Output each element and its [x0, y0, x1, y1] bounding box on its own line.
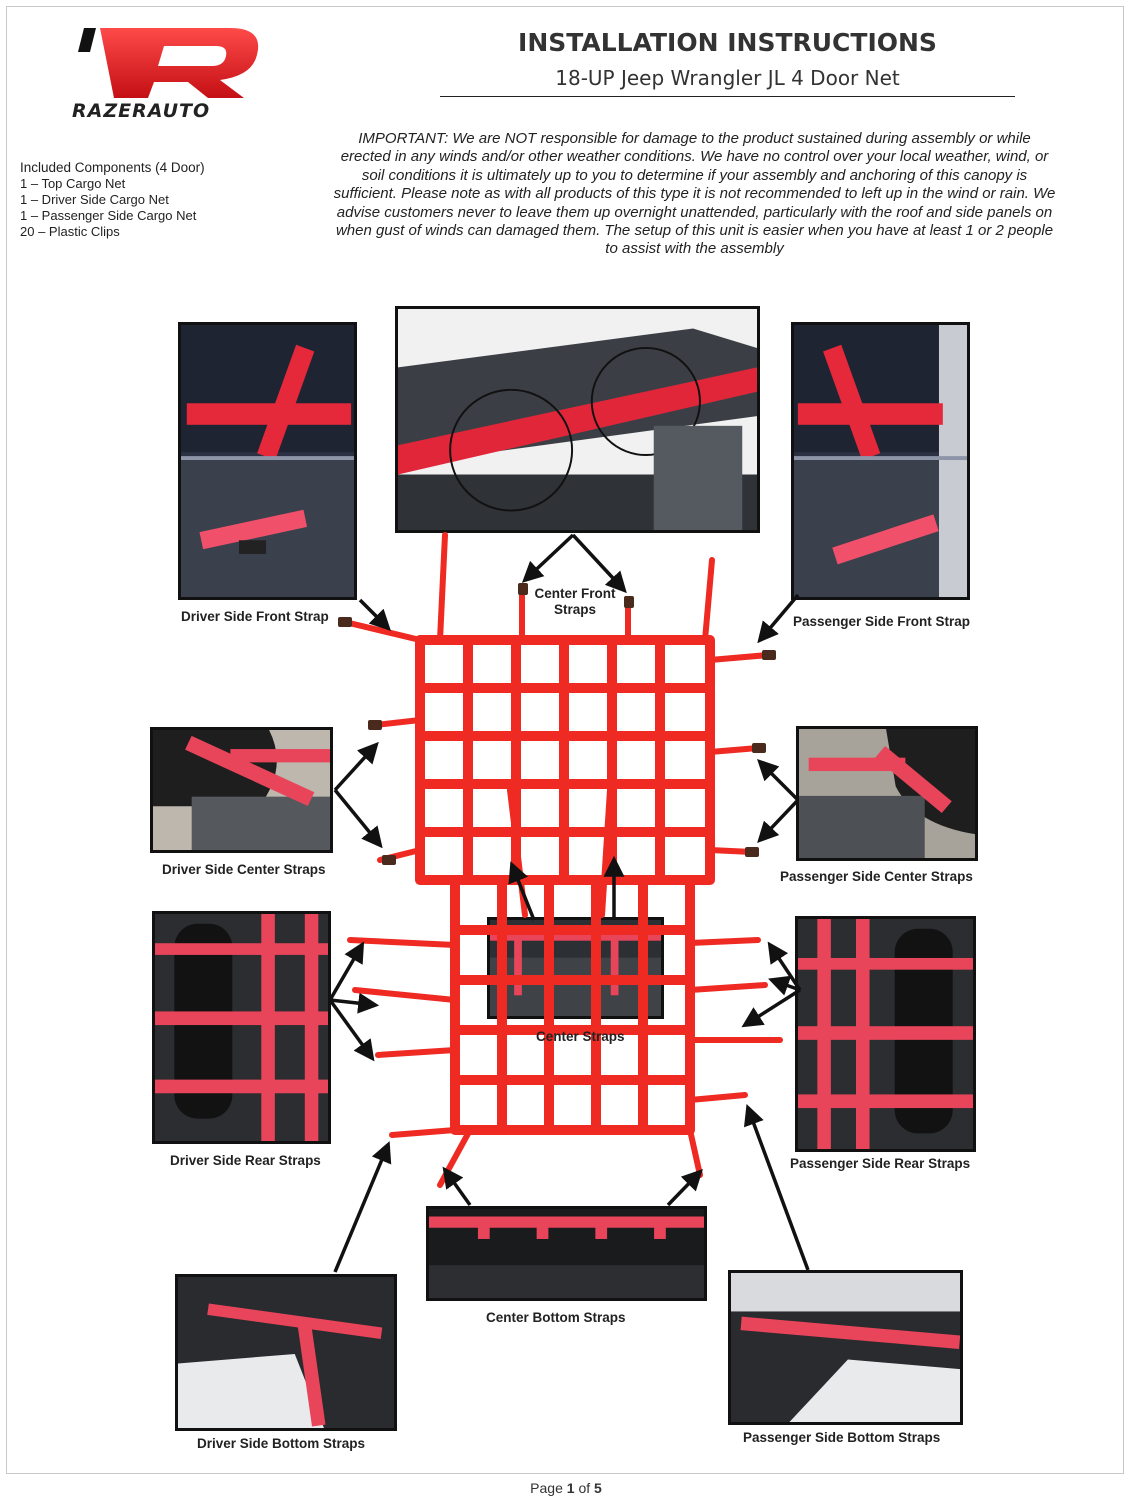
caption-text: Center Front Straps — [534, 586, 616, 617]
driver-rear-straps-photo — [152, 911, 331, 1144]
footer-prefix: Page — [530, 1480, 567, 1496]
caption-passenger-rear-straps: Passenger Side Rear Straps — [790, 1156, 971, 1171]
center-bottom-straps-photo — [426, 1206, 707, 1301]
important-notice: IMPORTANT: We are NOT responsible for damage to the product sustained during assembly or while erected in any winds and/or other weather conditions. We have no control over your local weather, wind, or soil conditions it is ultimately up to you to determine if your assembly and anchoring of this canopy is sufficient. Please note as with all products of this type it is not recommended to left up in the wind or rain. We advise customers never to leave them up overnight unattended, particularly with the roof and side panels on when gust of winds can damaged them. The setup of this unit is easier when you have at least 1 or 2 people to assist with the assembly — [333, 130, 1056, 258]
component-item: 1 – Top Cargo Net — [20, 176, 126, 191]
component-item: 20 – Plastic Clips — [20, 224, 120, 239]
component-item: 1 – Passenger Side Cargo Net — [20, 208, 197, 223]
caption-passenger-bottom-straps: Passenger Side Bottom Straps — [743, 1430, 941, 1445]
center-straps-photo — [487, 917, 664, 1019]
caption-driver-front-strap: Driver Side Front Strap — [181, 609, 329, 624]
page-footer — [0, 1480, 1132, 1496]
driver-center-straps-photo — [150, 727, 333, 853]
passenger-front-strap-photo — [791, 322, 970, 600]
caption-driver-center-straps: Driver Side Center Straps — [162, 862, 326, 877]
passenger-bottom-straps-photo — [728, 1270, 963, 1425]
driver-bottom-straps-photo — [175, 1274, 397, 1431]
page-total: 5 — [594, 1480, 602, 1496]
components-heading: Included Components (4 Door) — [20, 160, 205, 175]
caption-driver-rear-straps: Driver Side Rear Straps — [170, 1153, 321, 1168]
page-title: INSTALLATION INSTRUCTIONS — [518, 28, 937, 57]
passenger-center-straps-photo — [796, 726, 978, 861]
title-divider — [440, 96, 1015, 97]
driver-front-strap-photo — [178, 322, 357, 600]
brand-name: RAZERAUTO — [72, 100, 211, 122]
center-front-straps-photo — [395, 306, 760, 533]
caption-center-front-straps — [528, 586, 622, 618]
page-number: 1 — [566, 1480, 575, 1496]
page-subtitle: 18-UP Jeep Wrangler JL 4 Door Net — [555, 66, 900, 90]
caption-center-bottom-straps: Center Bottom Straps — [486, 1310, 626, 1325]
caption-passenger-center-straps: Passenger Side Center Straps — [780, 869, 973, 884]
included-components — [20, 160, 205, 240]
footer-middle: of — [574, 1480, 595, 1496]
passenger-rear-straps-photo — [795, 916, 976, 1152]
caption-passenger-front-strap: Passenger Side Front Strap — [793, 614, 971, 629]
caption-center-straps: Center Straps — [536, 1029, 625, 1044]
caption-driver-bottom-straps: Driver Side Bottom Straps — [197, 1436, 366, 1451]
component-item: 1 – Driver Side Cargo Net — [20, 192, 169, 207]
